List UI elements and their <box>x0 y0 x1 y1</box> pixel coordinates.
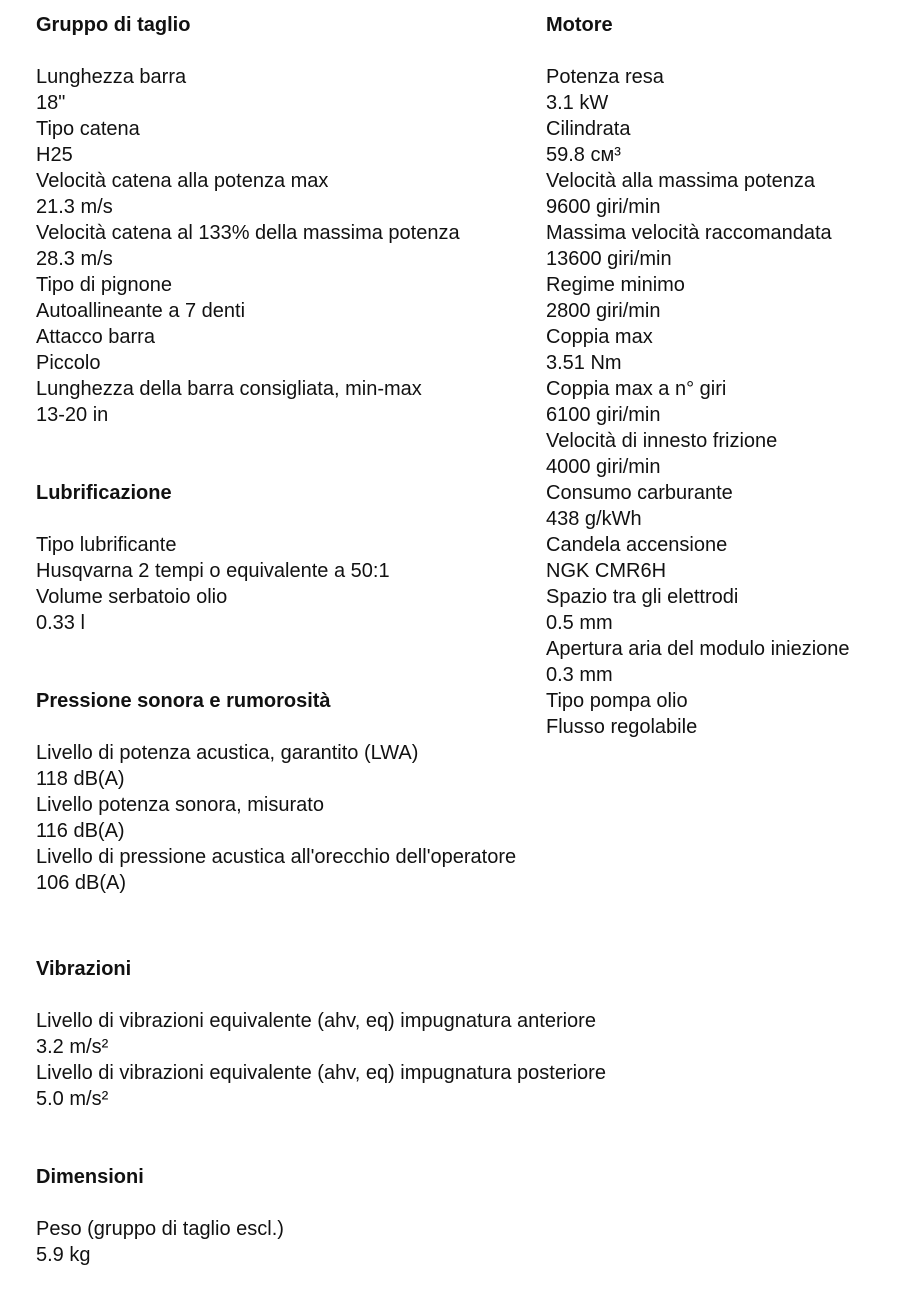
spec-label: Cilindrata <box>546 118 631 140</box>
spec-label: Lunghezza barra <box>36 66 187 88</box>
spec-label: Velocità di innesto frizione <box>546 430 778 452</box>
spec-value: 0.5 mm <box>546 612 613 634</box>
spec-value: 0.3 mm <box>546 664 613 686</box>
spec-value: 3.1 kW <box>546 92 609 114</box>
right-column <box>546 12 906 740</box>
spec-value: 4000 giri/min <box>546 456 661 478</box>
spec-value: 2800 giri/min <box>546 300 661 322</box>
spec-value: 106 dB(A) <box>36 872 127 894</box>
spec-value: 438 g/kWh <box>546 508 642 530</box>
spec-value: Husqvarna 2 tempi o equivalente a 50:1 <box>36 560 390 582</box>
section-title-engine: Motore <box>546 14 613 36</box>
spec-value: 116 dB(A) <box>36 820 125 842</box>
spec-label: Coppia max a n° giri <box>546 378 727 400</box>
spec-label: Potenza resa <box>546 66 664 88</box>
spec-label: Livello potenza sonora, misurato <box>36 794 324 816</box>
section-lubrication <box>36 480 536 636</box>
spec-value: Flusso regolabile <box>546 716 698 738</box>
spec-label: Peso (gruppo di taglio escl.) <box>36 1218 284 1240</box>
spec-value: 118 dB(A) <box>36 768 125 790</box>
spec-value: 13600 giri/min <box>546 248 672 270</box>
spec-value: 28.3 m/s <box>36 248 113 270</box>
spec-label: Attacco barra <box>36 326 155 348</box>
spec-label: Lunghezza della barra consigliata, min-max <box>36 378 422 400</box>
spec-label: Regime minimo <box>546 274 685 296</box>
spec-label: Apertura aria del modulo iniezione <box>546 638 850 660</box>
spec-label: Tipo lubrificante <box>36 534 177 556</box>
spec-value: NGK CMR6H <box>546 560 667 582</box>
spec-value: 13-20 in <box>36 404 109 426</box>
section-title-sound: Pressione sonora e rumorosità <box>36 690 331 712</box>
section-dimensions <box>36 1164 536 1268</box>
spec-label: Volume serbatoio olio <box>36 586 228 608</box>
section-engine <box>546 12 906 740</box>
spec-value: 5.0 m/s² <box>36 1088 109 1110</box>
spec-label: Tipo di pignone <box>36 274 173 296</box>
section-title-lubrication: Lubrificazione <box>36 482 172 504</box>
spec-label: Massima velocità raccomandata <box>546 222 832 244</box>
spec-label: Candela accensione <box>546 534 728 556</box>
section-gap <box>36 896 536 956</box>
spec-label: Livello di vibrazioni equivalente (ahv, eq) impugnatura posteriore <box>36 1062 606 1084</box>
section-title-dimensions: Dimensioni <box>36 1166 144 1188</box>
section-gap <box>36 428 536 480</box>
spec-value: 59.8 см³ <box>546 144 621 166</box>
spec-value: H25 <box>36 144 73 166</box>
spec-value: Autoallineante a 7 denti <box>36 300 246 322</box>
spec-value: 18" <box>36 92 66 114</box>
spec-label: Velocità catena al 133% della massima potenza <box>36 222 460 244</box>
section-cutting <box>36 12 536 428</box>
spec-label: Livello di vibrazioni equivalente (ahv, eq) impugnatura anteriore <box>36 1010 596 1032</box>
section-sound <box>36 688 536 896</box>
spec-label: Coppia max <box>546 326 653 348</box>
spec-label: Livello di pressione acustica all'orecchio dell'operatore <box>36 846 517 868</box>
spec-value: 21.3 m/s <box>36 196 113 218</box>
spec-value: 5.9 kg <box>36 1244 91 1266</box>
section-vibration <box>36 956 606 1112</box>
spec-label: Velocità alla massima potenza <box>546 170 816 192</box>
spec-value: Piccolo <box>36 352 101 374</box>
spec-label: Velocità catena alla potenza max <box>36 170 329 192</box>
section-title-vibration: Vibrazioni <box>36 958 132 980</box>
spec-label: Tipo catena <box>36 118 140 140</box>
spec-value: 9600 giri/min <box>546 196 661 218</box>
spec-value: 3.2 m/s² <box>36 1036 109 1058</box>
section-title-cutting: Gruppo di taglio <box>36 14 191 36</box>
spec-label: Spazio tra gli elettrodi <box>546 586 739 608</box>
section-gap <box>36 1112 536 1164</box>
spec-value: 3.51 Nm <box>546 352 622 374</box>
section-gap <box>36 636 536 688</box>
spec-label: Tipo pompa olio <box>546 690 688 712</box>
spec-label: Consumo carburante <box>546 482 733 504</box>
spec-value: 0.33 l <box>36 612 85 634</box>
spec-label: Livello di potenza acustica, garantito (LWA) <box>36 742 419 764</box>
spec-value: 6100 giri/min <box>546 404 661 426</box>
